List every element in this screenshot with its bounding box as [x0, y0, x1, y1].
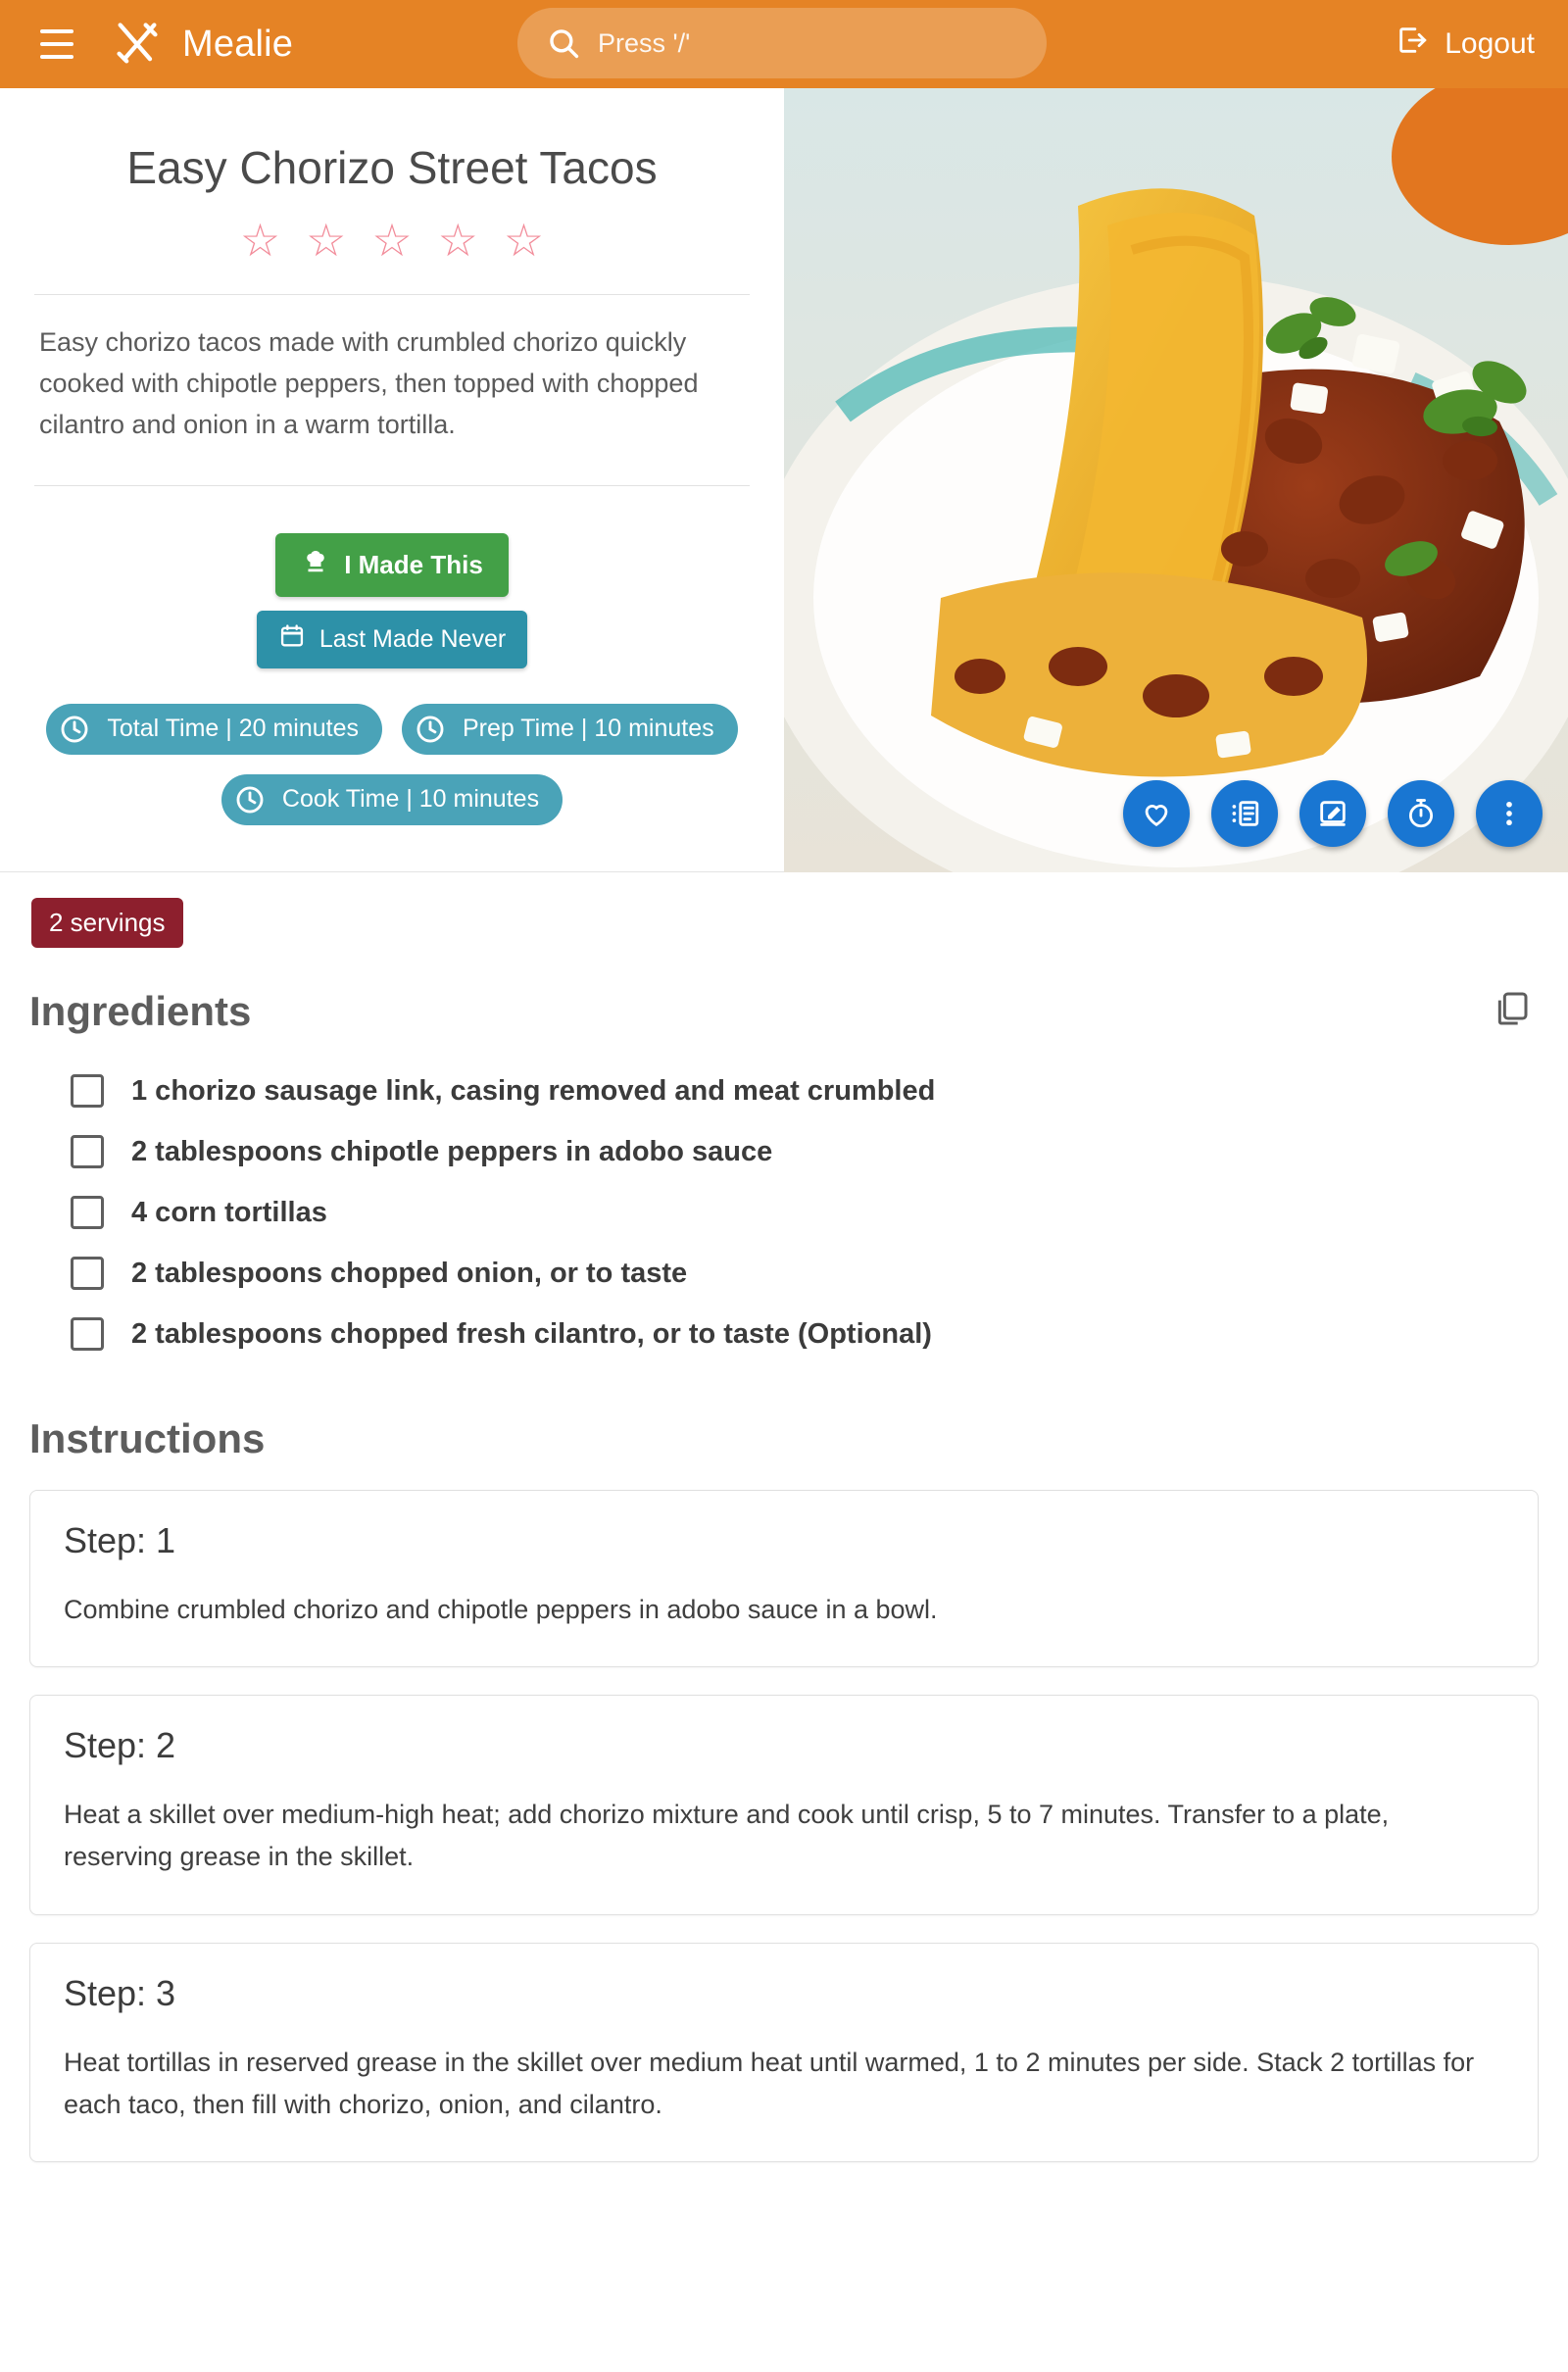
list-item[interactable]	[29, 1243, 1539, 1304]
step-text: Combine crumbled chorizo and chipotle peppers in adobo sauce in a bowl.	[64, 1595, 938, 1624]
instruction-step[interactable]	[29, 1490, 1539, 1667]
ingredients-title: Ingredients	[29, 987, 252, 1034]
ingredient-checkbox[interactable]	[71, 1257, 104, 1290]
step-title: Step: 1	[64, 1520, 176, 1560]
logout-label: Logout	[1445, 27, 1535, 60]
step-text: Heat tortillas in reserved grease in the skillet over medium heat until warmed, 1 to 2 minutes per side. Stack 2 tortillas for each taco, then fill with chorizo, onion, and cilantro.	[64, 2047, 1475, 2119]
step-title: Step: 3	[64, 1972, 176, 2013]
action-buttons	[257, 533, 527, 668]
recipe-action-fabs	[1123, 780, 1543, 847]
clock-icon	[56, 711, 93, 748]
list-item[interactable]	[29, 1121, 1539, 1182]
step-text: Heat a skillet over medium-high heat; add chorizo mixture and cook until crisp, 5 to 7 minutes. Transfer to a plate, reserving grease in the skillet.	[64, 1800, 1390, 1872]
search-input[interactable]	[517, 8, 1047, 78]
last-made-label: Last Made Never	[318, 624, 507, 653]
i-made-this-label: I Made This	[344, 549, 483, 579]
logout-button[interactable]	[1396, 24, 1535, 65]
time-chips	[29, 704, 755, 825]
heart-icon[interactable]	[1123, 780, 1190, 847]
ingredient-label: 2 tablespoons chopped onion, or to taste	[131, 1257, 688, 1289]
last-made-button[interactable]	[257, 611, 527, 668]
rating-stars[interactable]	[239, 215, 545, 266]
list-item[interactable]	[29, 1061, 1539, 1121]
prep-time-label: Prep Time | 10 minutes	[463, 715, 714, 743]
search-icon	[547, 26, 580, 60]
more-vertical-icon[interactable]	[1476, 780, 1543, 847]
instruction-step[interactable]	[29, 1943, 1539, 2162]
copy-icon[interactable]	[1484, 981, 1539, 1041]
ingredient-checkbox[interactable]	[71, 1196, 104, 1229]
star-1[interactable]: ☆	[239, 215, 281, 266]
search-placeholder: Press '/'	[598, 27, 691, 58]
instructions-title: Instructions	[29, 1415, 266, 1461]
ingredient-label: 1 chorizo sausage link, casing removed and meat crumbled	[131, 1074, 936, 1107]
recipe-description: Easy chorizo tacos made with crumbled chorizo quickly cooked with chipotle peppers, then topped with chopped cilantro and onion in a warm tortilla.	[39, 327, 699, 439]
logout-icon	[1396, 24, 1429, 65]
list-item[interactable]	[29, 1304, 1539, 1364]
recipe-summary	[0, 88, 784, 872]
ingredient-checkbox[interactable]	[71, 1074, 104, 1108]
divider-top	[34, 294, 750, 295]
i-made-this-button[interactable]	[275, 533, 509, 597]
ingredient-checkbox[interactable]	[71, 1317, 104, 1351]
ingredients-header	[29, 981, 1539, 1041]
brand-title: Mealie	[182, 23, 294, 65]
cook-time-label: Cook Time | 10 minutes	[281, 785, 540, 814]
hamburger-icon[interactable]	[25, 13, 88, 75]
fork-knife-icon	[110, 17, 165, 72]
star-3[interactable]: ☆	[371, 215, 413, 266]
calendar-icon	[278, 622, 306, 657]
star-2[interactable]: ☆	[306, 215, 347, 266]
edit-icon[interactable]	[1299, 780, 1366, 847]
ingredients-list	[29, 1061, 1539, 1364]
ingredient-label: 2 tablespoons chopped fresh cilantro, or to taste (Optional)	[131, 1317, 932, 1350]
recipe-list-icon[interactable]	[1211, 780, 1278, 847]
instruction-step[interactable]	[29, 1695, 1539, 1914]
total-time-chip	[46, 704, 382, 755]
star-5[interactable]: ☆	[503, 215, 545, 266]
recipe-body	[0, 872, 1568, 2162]
app-bar	[0, 0, 1568, 88]
chef-hat-icon	[301, 547, 330, 583]
star-4[interactable]: ☆	[437, 215, 478, 266]
cook-time-chip	[221, 774, 563, 825]
timer-icon[interactable]	[1388, 780, 1454, 847]
ingredient-checkbox[interactable]	[71, 1135, 104, 1168]
recipe-hero	[0, 88, 1568, 872]
servings-badge[interactable]: 2 servings	[31, 898, 183, 948]
total-time-label: Total Time | 20 minutes	[107, 715, 359, 743]
recipe-image	[784, 88, 1568, 872]
instructions-list	[29, 1490, 1539, 2162]
ingredient-label: 2 tablespoons chipotle peppers in adobo sauce	[131, 1135, 773, 1167]
ingredient-label: 4 corn tortillas	[131, 1196, 327, 1228]
taco-photo	[784, 88, 1568, 872]
list-item[interactable]	[29, 1182, 1539, 1243]
prep-time-chip	[402, 704, 738, 755]
page-title: Easy Chorizo Street Tacos	[126, 142, 658, 193]
clock-icon	[231, 781, 269, 818]
step-title: Step: 2	[64, 1725, 176, 1766]
divider-bottom	[34, 485, 750, 486]
clock-icon	[412, 711, 449, 748]
